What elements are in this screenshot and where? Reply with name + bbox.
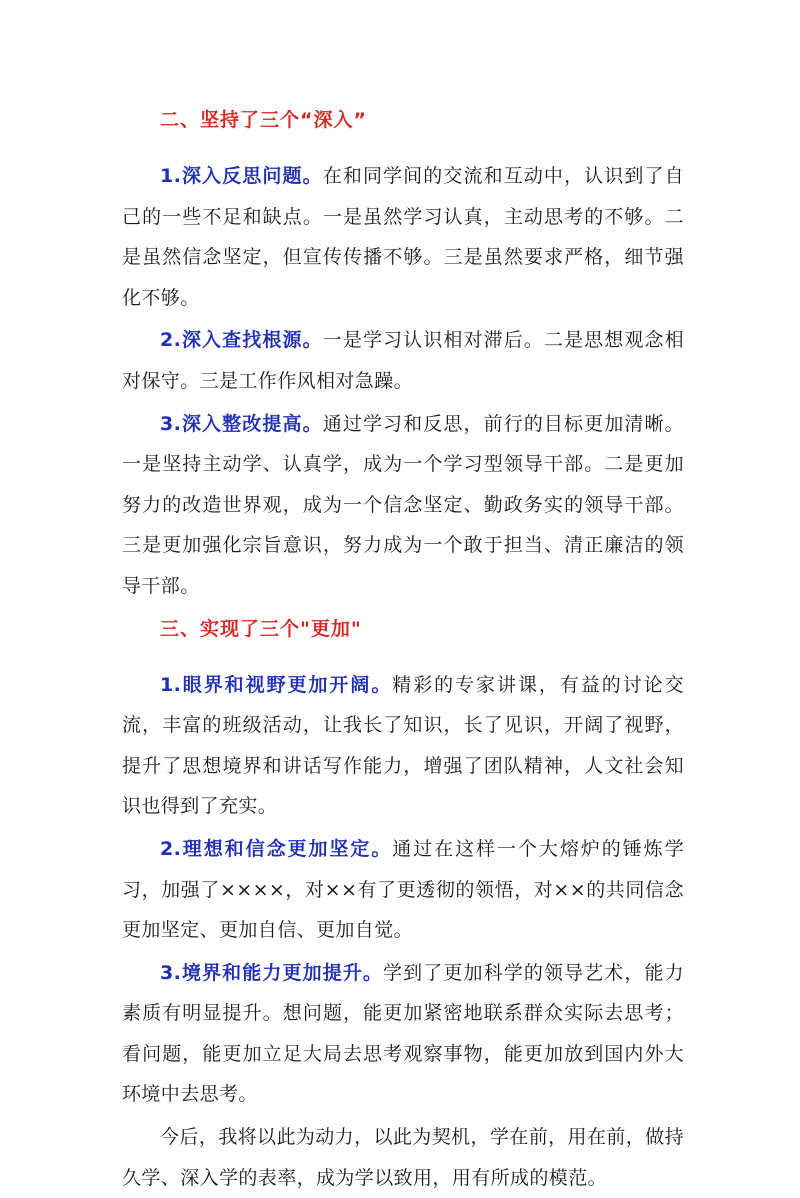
paragraph-text: 精彩的专家讲课，有益的讨论交流，丰富的班级活动，让我长了知识，长了见识，开阔了视野，提升了思想境界和讲话写作能力，增强了团队精神，人文社会知识也得到了充实。 bbox=[122, 673, 684, 818]
paragraph-lead: 2.深入查找根源。 bbox=[160, 329, 323, 352]
paragraph-broader-vision bbox=[122, 665, 684, 827]
paragraph-firmer-belief bbox=[122, 829, 684, 951]
paragraph-text: 学到了更加科学的领导艺术，能力素质有明显提升。想问题，能更加紧密地联系群众实际去思考；看问题，能更加立足大局去思考观察事物，能更加放到国内外大环境中去思考。 bbox=[122, 961, 684, 1106]
document-page bbox=[122, 100, 684, 1198]
paragraph-reflect-problems bbox=[122, 156, 684, 318]
paragraph-lead: 3.境界和能力更加提升。 bbox=[160, 961, 384, 984]
paragraph-text: 通过学习和反思，前行的目标更加清晰。一是坚持主动学、认真学，成为一个学习型领导干部。二是更加努力的改造世界观，成为一个信念坚定、勤政务实的领导干部。三是更加强化宗旨意识，努力成为一个敢于担当、清正廉洁的领导干部。 bbox=[122, 412, 684, 597]
paragraph-lead: 3.深入整改提高。 bbox=[160, 412, 323, 435]
paragraph-closing: 今后，我将以此为动力，以此为契机，学在前，用在前，做持久学、深入学的表率，成为学以致用，用有所成的模范。 bbox=[122, 1126, 684, 1189]
paragraph-text: 通过在这样一个大熔炉的锤炼学习，加强了××××，对××有了更透彻的领悟，对××的共同信念更加坚定、更加自信、更加自觉。 bbox=[122, 837, 684, 942]
paragraph-find-roots bbox=[122, 320, 684, 401]
paragraph-text: 在和同学间的交流和互动中，认识到了自己的一些不足和缺点。一是虽然学习认真，主动思考的不够。二是虽然信念坚定，但宣传传播不够。三是虽然要求严格，细节强化不够。 bbox=[122, 165, 684, 309]
section-heading-gengjia: 三、实现了三个"更加" bbox=[160, 617, 362, 640]
paragraph-improved-ability bbox=[122, 953, 684, 1115]
paragraph-text: 一是学习认识相对滞后。二是思想观念相对保守。三是工作作风相对急躁。 bbox=[122, 329, 684, 392]
paragraph-lead: 1.眼界和视野更加开阔。 bbox=[160, 673, 393, 696]
paragraph-lead: 1.深入反思问题。 bbox=[160, 165, 323, 187]
paragraph-lead: 2.理想和信念更加坚定。 bbox=[160, 837, 393, 860]
paragraph-rectify-improve bbox=[122, 404, 684, 607]
section-heading-shenru: 二、坚持了三个“深入” bbox=[160, 109, 367, 131]
